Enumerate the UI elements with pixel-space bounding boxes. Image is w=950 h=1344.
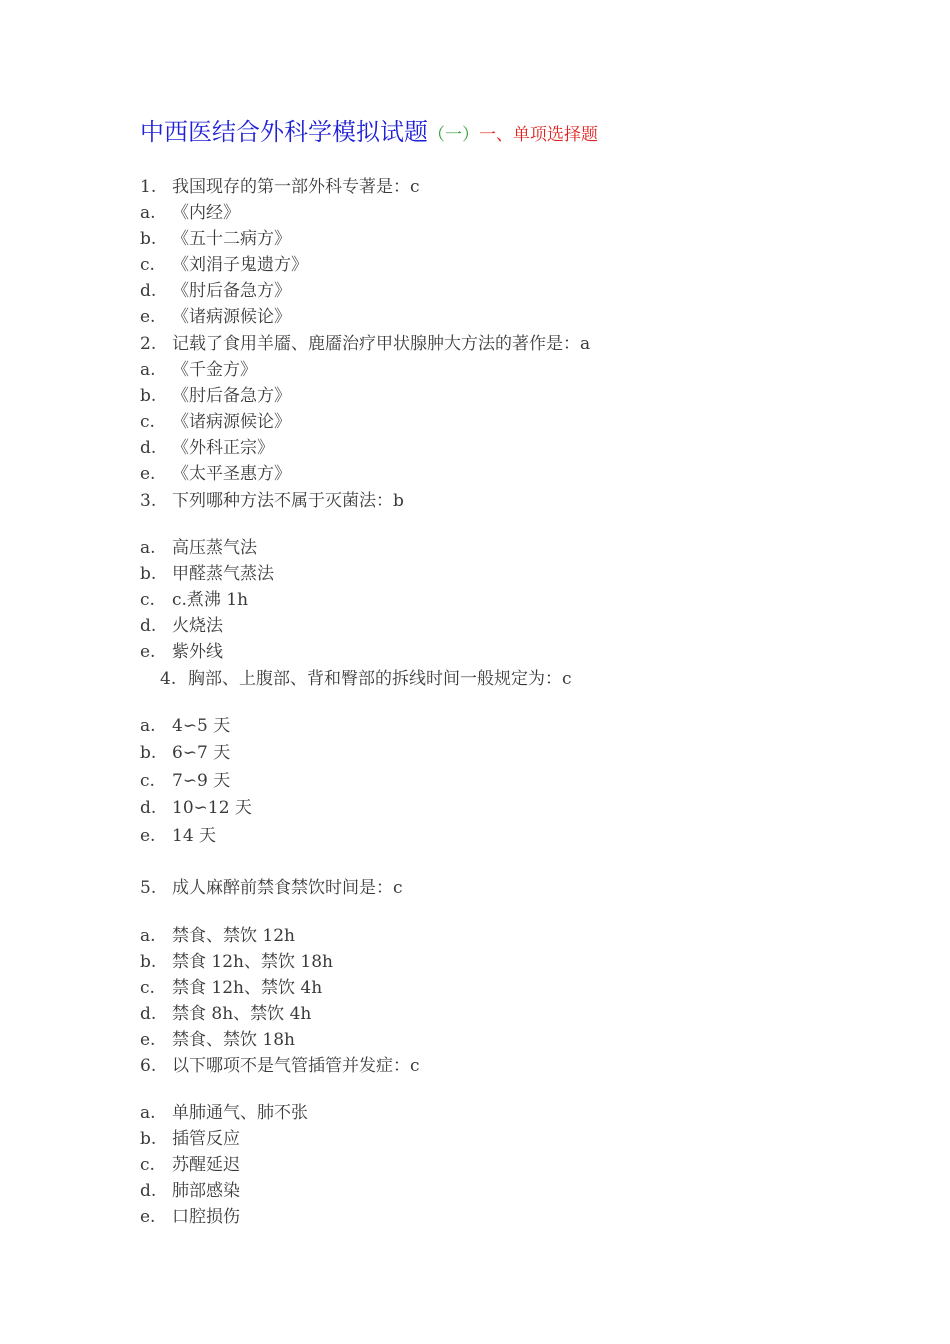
question-6-option-e: e. 口腔损伤	[140, 1207, 240, 1227]
question-3-option-d: d. 火烧法	[140, 616, 223, 636]
question-4-stem: 4. 胸部、上腹部、背和臀部的拆线时间一般规定为：c	[160, 669, 572, 689]
question-3-option-b: b. 甲醛蒸气蒸法	[140, 564, 274, 584]
question-5-stem: 5. 成人麻醉前禁食禁饮时间是：c	[140, 878, 403, 898]
document-title	[140, 112, 598, 147]
title-main: 中西医结合外科学模拟试题	[140, 118, 428, 146]
title-section: 一、单项选择题	[479, 125, 598, 145]
title-paren: （一）	[428, 125, 479, 145]
question-2-stem: 2. 记载了食用羊靥、鹿靥治疗甲状腺肿大方法的著作是：a	[140, 334, 591, 354]
question-3-option-c: c. c.煮沸 1h	[140, 590, 249, 610]
question-6-option-a: a. 单肺通气、肺不张	[140, 1103, 308, 1123]
question-1-option-e: e. 《诸病源候论》	[140, 307, 291, 327]
question-4-option-a: a. 4∽5 天	[140, 716, 231, 736]
question-1-option-b: b. 《五十二病方》	[140, 229, 291, 249]
question-3-option-e: e. 紫外线	[140, 642, 223, 662]
question-6-option-b: b. 插管反应	[140, 1129, 240, 1149]
question-2-option-a: a. 《千金方》	[140, 360, 257, 380]
question-1-option-a: a. 《内经》	[140, 203, 240, 223]
question-2-option-d: d. 《外科正宗》	[140, 438, 274, 458]
question-2-option-e: e. 《太平圣惠方》	[140, 464, 291, 484]
question-3-stem: 3. 下列哪种方法不属于灭菌法：b	[140, 491, 404, 511]
question-4-option-c: c. 7∽9 天	[140, 771, 231, 791]
question-5-option-c: c. 禁食 12h、禁饮 4h	[140, 978, 323, 998]
question-5-option-a: a. 禁食、禁饮 12h	[140, 926, 295, 946]
question-6-stem: 6. 以下哪项不是气管插管并发症：c	[140, 1056, 420, 1076]
question-4-option-d: d. 10∽12 天	[140, 798, 252, 818]
question-1-option-d: d. 《肘后备急方》	[140, 281, 291, 301]
question-4-option-e: e. 14 天	[140, 826, 217, 846]
question-2-option-c: c. 《诸病源候论》	[140, 412, 291, 432]
question-4-option-b: b. 6∽7 天	[140, 743, 231, 763]
question-6-option-d: d. 肺部感染	[140, 1181, 240, 1201]
question-5-option-e: e. 禁食、禁饮 18h	[140, 1030, 295, 1050]
question-2-option-b: b. 《肘后备急方》	[140, 386, 291, 406]
question-5-option-b: b. 禁食 12h、禁饮 18h	[140, 952, 333, 972]
question-3-option-a: a. 高压蒸气法	[140, 538, 257, 558]
question-6-option-c: c. 苏醒延迟	[140, 1155, 240, 1175]
question-1-option-c: c. 《刘涓子鬼遗方》	[140, 255, 308, 275]
question-5-option-d: d. 禁食 8h、禁饮 4h	[140, 1004, 312, 1024]
question-1-stem: 1. 我国现存的第一部外科专著是：c	[140, 177, 420, 197]
